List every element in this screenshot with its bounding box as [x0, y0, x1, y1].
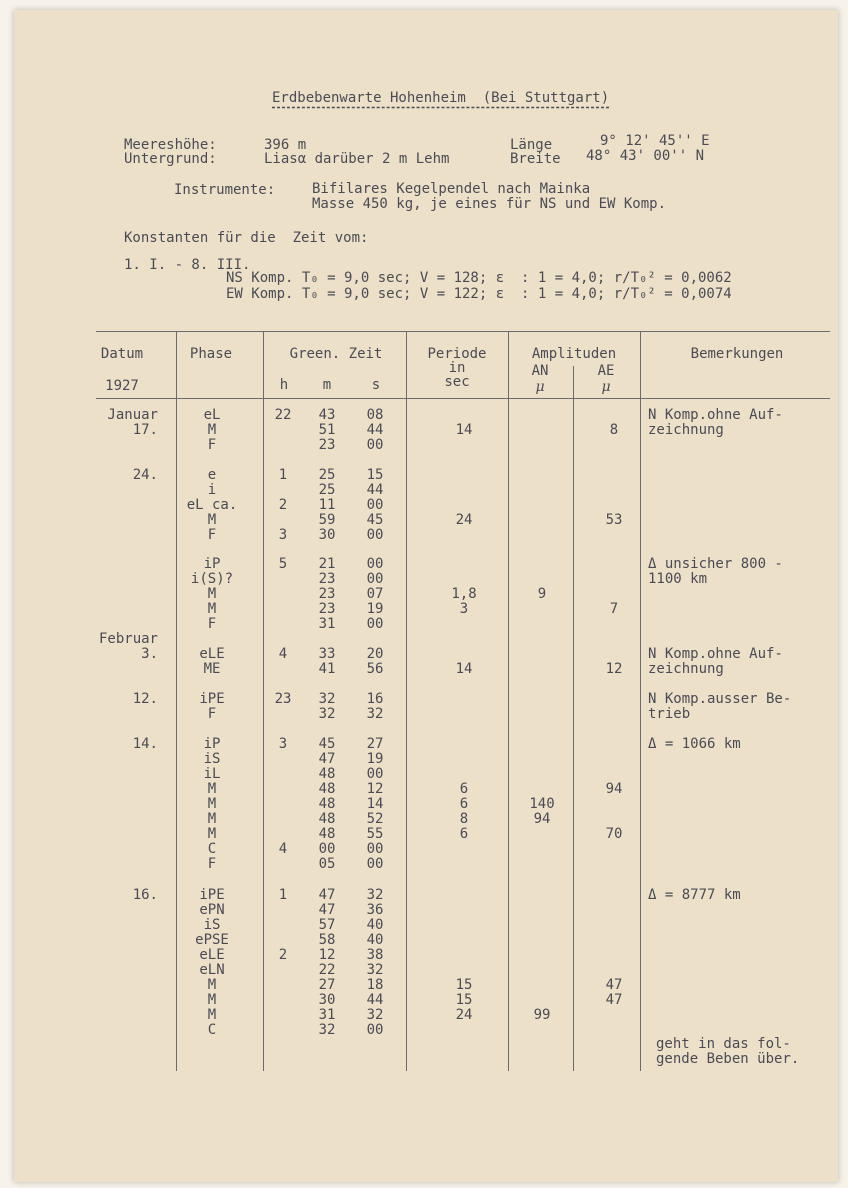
cell-periode: 3: [459, 601, 469, 617]
cell-second: 20: [366, 646, 384, 662]
cell-periode: 15: [455, 992, 473, 1008]
cell-minute: 41: [318, 661, 336, 677]
cell-minute: 31: [318, 1007, 336, 1023]
cell-minute: 30: [318, 992, 336, 1008]
cell-hour: 5: [278, 556, 288, 572]
cell-periode: 6: [459, 781, 469, 797]
cell-periode: 15: [455, 977, 473, 993]
cell-minute: 47: [318, 751, 336, 767]
header-datum: Datum: [100, 346, 144, 362]
cell-minute: 48: [318, 766, 336, 782]
cell-amplitude-e: 12: [605, 661, 623, 677]
cell-amplitude-e: 94: [605, 781, 623, 797]
cell-second: 00: [366, 841, 384, 857]
header-periode: Periode: [427, 346, 487, 362]
instrumente-line2: Masse 450 kg, je eines für NS und EW Komp.: [312, 196, 667, 212]
cell-phase: M: [207, 977, 217, 993]
cell-second: 16: [366, 691, 384, 707]
cell-minute: 51: [318, 422, 336, 438]
cell-second: 52: [366, 811, 384, 827]
cell-minute: 32: [318, 691, 336, 707]
column-divider-periode: [508, 331, 509, 1071]
cell-second: 00: [366, 616, 384, 632]
cell-phase: C: [207, 841, 217, 857]
cell-minute: 22: [318, 962, 336, 978]
cell-phase: F: [207, 437, 217, 453]
header-ae: AE: [597, 363, 615, 379]
cell-second: 18: [366, 977, 384, 993]
cell-second: 15: [366, 467, 384, 483]
cell-periode: 24: [455, 512, 473, 528]
column-divider-zeit: [406, 331, 407, 1071]
cell-second: 12: [366, 781, 384, 797]
header-h: h: [279, 377, 289, 393]
meereshoehe-label: Meereshöhe:: [124, 137, 217, 153]
header-green-zeit: Green. Zeit: [289, 346, 383, 362]
cell-amplitude-e: 47: [605, 992, 623, 1008]
column-divider-phase: [263, 331, 264, 1071]
cell-phase: eLE: [199, 646, 225, 662]
laenge-label: Länge: [510, 137, 553, 153]
cell-second: 40: [366, 932, 384, 948]
column-divider-an: [573, 366, 574, 1071]
cell-periode: 6: [459, 796, 469, 812]
instrumente-line1: Bifilares Kegelpendel nach Mainka: [312, 181, 591, 197]
cell-second: 32: [366, 706, 384, 722]
cell-phase: i(S)?: [190, 571, 234, 587]
cell-minute: 25: [318, 467, 336, 483]
cell-minute: 57: [318, 917, 336, 933]
meereshoehe-value: 396 m: [264, 137, 307, 153]
cell-minute: 25: [318, 482, 336, 498]
table-header-rule: [96, 398, 830, 399]
cell-second: 32: [366, 1007, 384, 1023]
header-an: AN: [531, 363, 549, 379]
cell-hour: 2: [278, 497, 288, 513]
cell-phase: e: [207, 467, 217, 483]
cell-minute: 47: [318, 887, 336, 903]
cell-minute: 48: [318, 826, 336, 842]
cell-phase: M: [207, 811, 217, 827]
cell-amplitude-n: 9: [537, 586, 547, 602]
cell-datum: 3.: [141, 646, 158, 662]
cell-hour: 1: [278, 887, 288, 903]
cell-minute: 32: [318, 1022, 336, 1038]
cell-phase: F: [207, 856, 217, 872]
cell-hour: 2: [278, 947, 288, 963]
laenge-value: 9° 12' 45'' E: [600, 133, 710, 149]
cell-minute: 48: [318, 781, 336, 797]
page-title: Erdbebenwarte Hohenheim (Bei Stuttgart): [272, 90, 610, 106]
cell-bemerkung: trieb: [648, 706, 691, 722]
cell-minute: 05: [318, 856, 336, 872]
cell-phase: C: [207, 1022, 217, 1038]
konstanten-label: Konstanten für die Zeit vom:: [124, 230, 369, 246]
breite-value: 48° 43' 00'' N: [586, 148, 705, 164]
cell-phase: iS: [203, 751, 221, 767]
ew-komponente-line: EW Komp. T₀ = 9,0 sec; V = 122; ε : 1 = 4,0; r/T₀² = 0,0074: [226, 286, 732, 302]
cell-phase: M: [207, 422, 217, 438]
cell-amplitude-e: 8: [609, 422, 619, 438]
cell-minute: 00: [318, 841, 336, 857]
cell-second: 00: [366, 437, 384, 453]
cell-hour: 3: [278, 736, 288, 752]
cell-phase: iP: [203, 556, 221, 572]
header-periode-in: in: [448, 360, 466, 376]
cell-second: 32: [366, 962, 384, 978]
cell-amplitude-e: 7: [609, 601, 619, 617]
cell-bemerkung: N Komp.ausser Be-: [648, 691, 792, 707]
cell-phase: M: [207, 586, 217, 602]
cell-second: 44: [366, 992, 384, 1008]
cell-bemerkung: 1100 km: [648, 571, 708, 587]
cell-phase: iP: [203, 736, 221, 752]
cell-bemerkung: Δ = 8777 km: [648, 887, 741, 903]
header-ae-unit: μ: [601, 379, 611, 395]
header-an-unit: μ: [535, 379, 545, 395]
header-phase: Phase: [189, 346, 233, 362]
cell-phase: eLE: [199, 947, 225, 963]
cell-minute: 30: [318, 527, 336, 543]
breite-label: Breite: [510, 151, 561, 167]
footnote-line1: geht in das fol-: [656, 1036, 791, 1052]
cell-amplitude-e: 70: [605, 826, 623, 842]
cell-bemerkung: zeichnung: [648, 661, 724, 677]
cell-second: 14: [366, 796, 384, 812]
cell-phase: eL: [203, 407, 221, 423]
cell-phase: M: [207, 781, 217, 797]
cell-periode: 14: [455, 661, 473, 677]
table-top-rule: [96, 331, 830, 332]
cell-datum: Februar: [98, 631, 158, 647]
cell-phase: i: [207, 482, 217, 498]
cell-phase: M: [207, 826, 217, 842]
cell-second: 32: [366, 887, 384, 903]
cell-second: 00: [366, 556, 384, 572]
cell-bemerkung: N Komp.ohne Auf-: [648, 646, 783, 662]
header-s: s: [371, 377, 381, 393]
cell-second: 00: [366, 527, 384, 543]
cell-phase: ePN: [199, 902, 225, 918]
cell-second: 36: [366, 902, 384, 918]
cell-hour: 22: [274, 407, 292, 423]
cell-periode: 6: [459, 826, 469, 842]
cell-minute: 48: [318, 796, 336, 812]
cell-periode: 14: [455, 422, 473, 438]
cell-minute: 23: [318, 571, 336, 587]
cell-second: 19: [366, 601, 384, 617]
cell-hour: 23: [274, 691, 292, 707]
cell-minute: 31: [318, 616, 336, 632]
cell-minute: 43: [318, 407, 336, 423]
cell-hour: 3: [278, 527, 288, 543]
cell-bemerkung: N Komp.ohne Auf-: [648, 407, 783, 423]
untergrund-value: Liasα darüber 2 m Lehm: [264, 151, 450, 167]
cell-amplitude-n: 99: [533, 1007, 551, 1023]
cell-minute: 58: [318, 932, 336, 948]
cell-hour: 4: [278, 841, 288, 857]
cell-second: 44: [366, 482, 384, 498]
cell-amplitude-e: 53: [605, 512, 623, 528]
header-bemerkungen: Bemerkungen: [690, 346, 784, 362]
cell-datum: 16.: [132, 887, 158, 903]
cell-minute: 27: [318, 977, 336, 993]
cell-minute: 59: [318, 512, 336, 528]
cell-periode: 24: [455, 1007, 473, 1023]
cell-datum: Januar: [107, 407, 158, 423]
cell-second: 38: [366, 947, 384, 963]
cell-minute: 21: [318, 556, 336, 572]
cell-bemerkung: zeichnung: [648, 422, 724, 438]
cell-phase: M: [207, 796, 217, 812]
cell-minute: 23: [318, 586, 336, 602]
cell-minute: 32: [318, 706, 336, 722]
cell-bemerkung: Δ = 1066 km: [648, 736, 741, 752]
column-divider-amplituden: [640, 331, 641, 1071]
cell-minute: 11: [318, 497, 336, 513]
cell-second: 00: [366, 497, 384, 513]
cell-bemerkung: Δ unsicher 800 -: [648, 556, 783, 572]
cell-minute: 33: [318, 646, 336, 662]
cell-phase: ME: [203, 661, 221, 677]
cell-second: 27: [366, 736, 384, 752]
footnote-line2: gende Beben über.: [656, 1051, 800, 1067]
cell-phase: M: [207, 992, 217, 1008]
header-periode-sec: sec: [444, 374, 470, 390]
header-m: m: [322, 377, 332, 393]
cell-hour: 4: [278, 646, 288, 662]
ns-komponente-line: NS Komp. T₀ = 9,0 sec; V = 128; ε : 1 = 4,0; r/T₀² = 0,0062: [226, 270, 732, 286]
cell-second: 44: [366, 422, 384, 438]
cell-datum: 24.: [132, 467, 158, 483]
cell-phase: M: [207, 512, 217, 528]
cell-second: 07: [366, 586, 384, 602]
cell-second: 00: [366, 1022, 384, 1038]
untergrund-label: Untergrund:: [124, 151, 217, 167]
cell-phase: iS: [203, 917, 221, 933]
cell-second: 45: [366, 512, 384, 528]
cell-amplitude-n: 140: [529, 796, 555, 812]
cell-amplitude-n: 94: [533, 811, 551, 827]
cell-second: 19: [366, 751, 384, 767]
cell-phase: F: [207, 616, 217, 632]
header-jahr: 1927: [105, 378, 139, 394]
cell-phase: eL ca.: [186, 497, 238, 513]
cell-phase: M: [207, 601, 217, 617]
cell-second: 56: [366, 661, 384, 677]
cell-second: 08: [366, 407, 384, 423]
header-amplituden: Amplituden: [531, 346, 617, 362]
cell-amplitude-e: 47: [605, 977, 623, 993]
cell-minute: 23: [318, 601, 336, 617]
instrumente-label: Instrumente:: [174, 182, 276, 198]
cell-phase: eLN: [199, 962, 225, 978]
cell-phase: M: [207, 1007, 217, 1023]
cell-datum: 17.: [132, 422, 158, 438]
cell-minute: 47: [318, 902, 336, 918]
cell-periode: 1,8: [451, 586, 477, 602]
cell-minute: 45: [318, 736, 336, 752]
cell-phase: ePSE: [195, 932, 229, 948]
cell-phase: F: [207, 706, 217, 722]
cell-second: 40: [366, 917, 384, 933]
cell-minute: 23: [318, 437, 336, 453]
cell-periode: 8: [459, 811, 469, 827]
cell-datum: 12.: [132, 691, 158, 707]
cell-phase: iPE: [199, 887, 225, 903]
cell-phase: F: [207, 527, 217, 543]
zeitraum: 1. I. - 8. III.: [124, 257, 251, 273]
cell-second: 55: [366, 826, 384, 842]
cell-minute: 12: [318, 947, 336, 963]
cell-second: 00: [366, 856, 384, 872]
cell-minute: 48: [318, 811, 336, 827]
cell-phase: iPE: [199, 691, 225, 707]
cell-datum: 14.: [132, 736, 158, 752]
cell-phase: iL: [203, 766, 221, 782]
cell-second: 00: [366, 571, 384, 587]
cell-hour: 1: [278, 467, 288, 483]
cell-second: 00: [366, 766, 384, 782]
